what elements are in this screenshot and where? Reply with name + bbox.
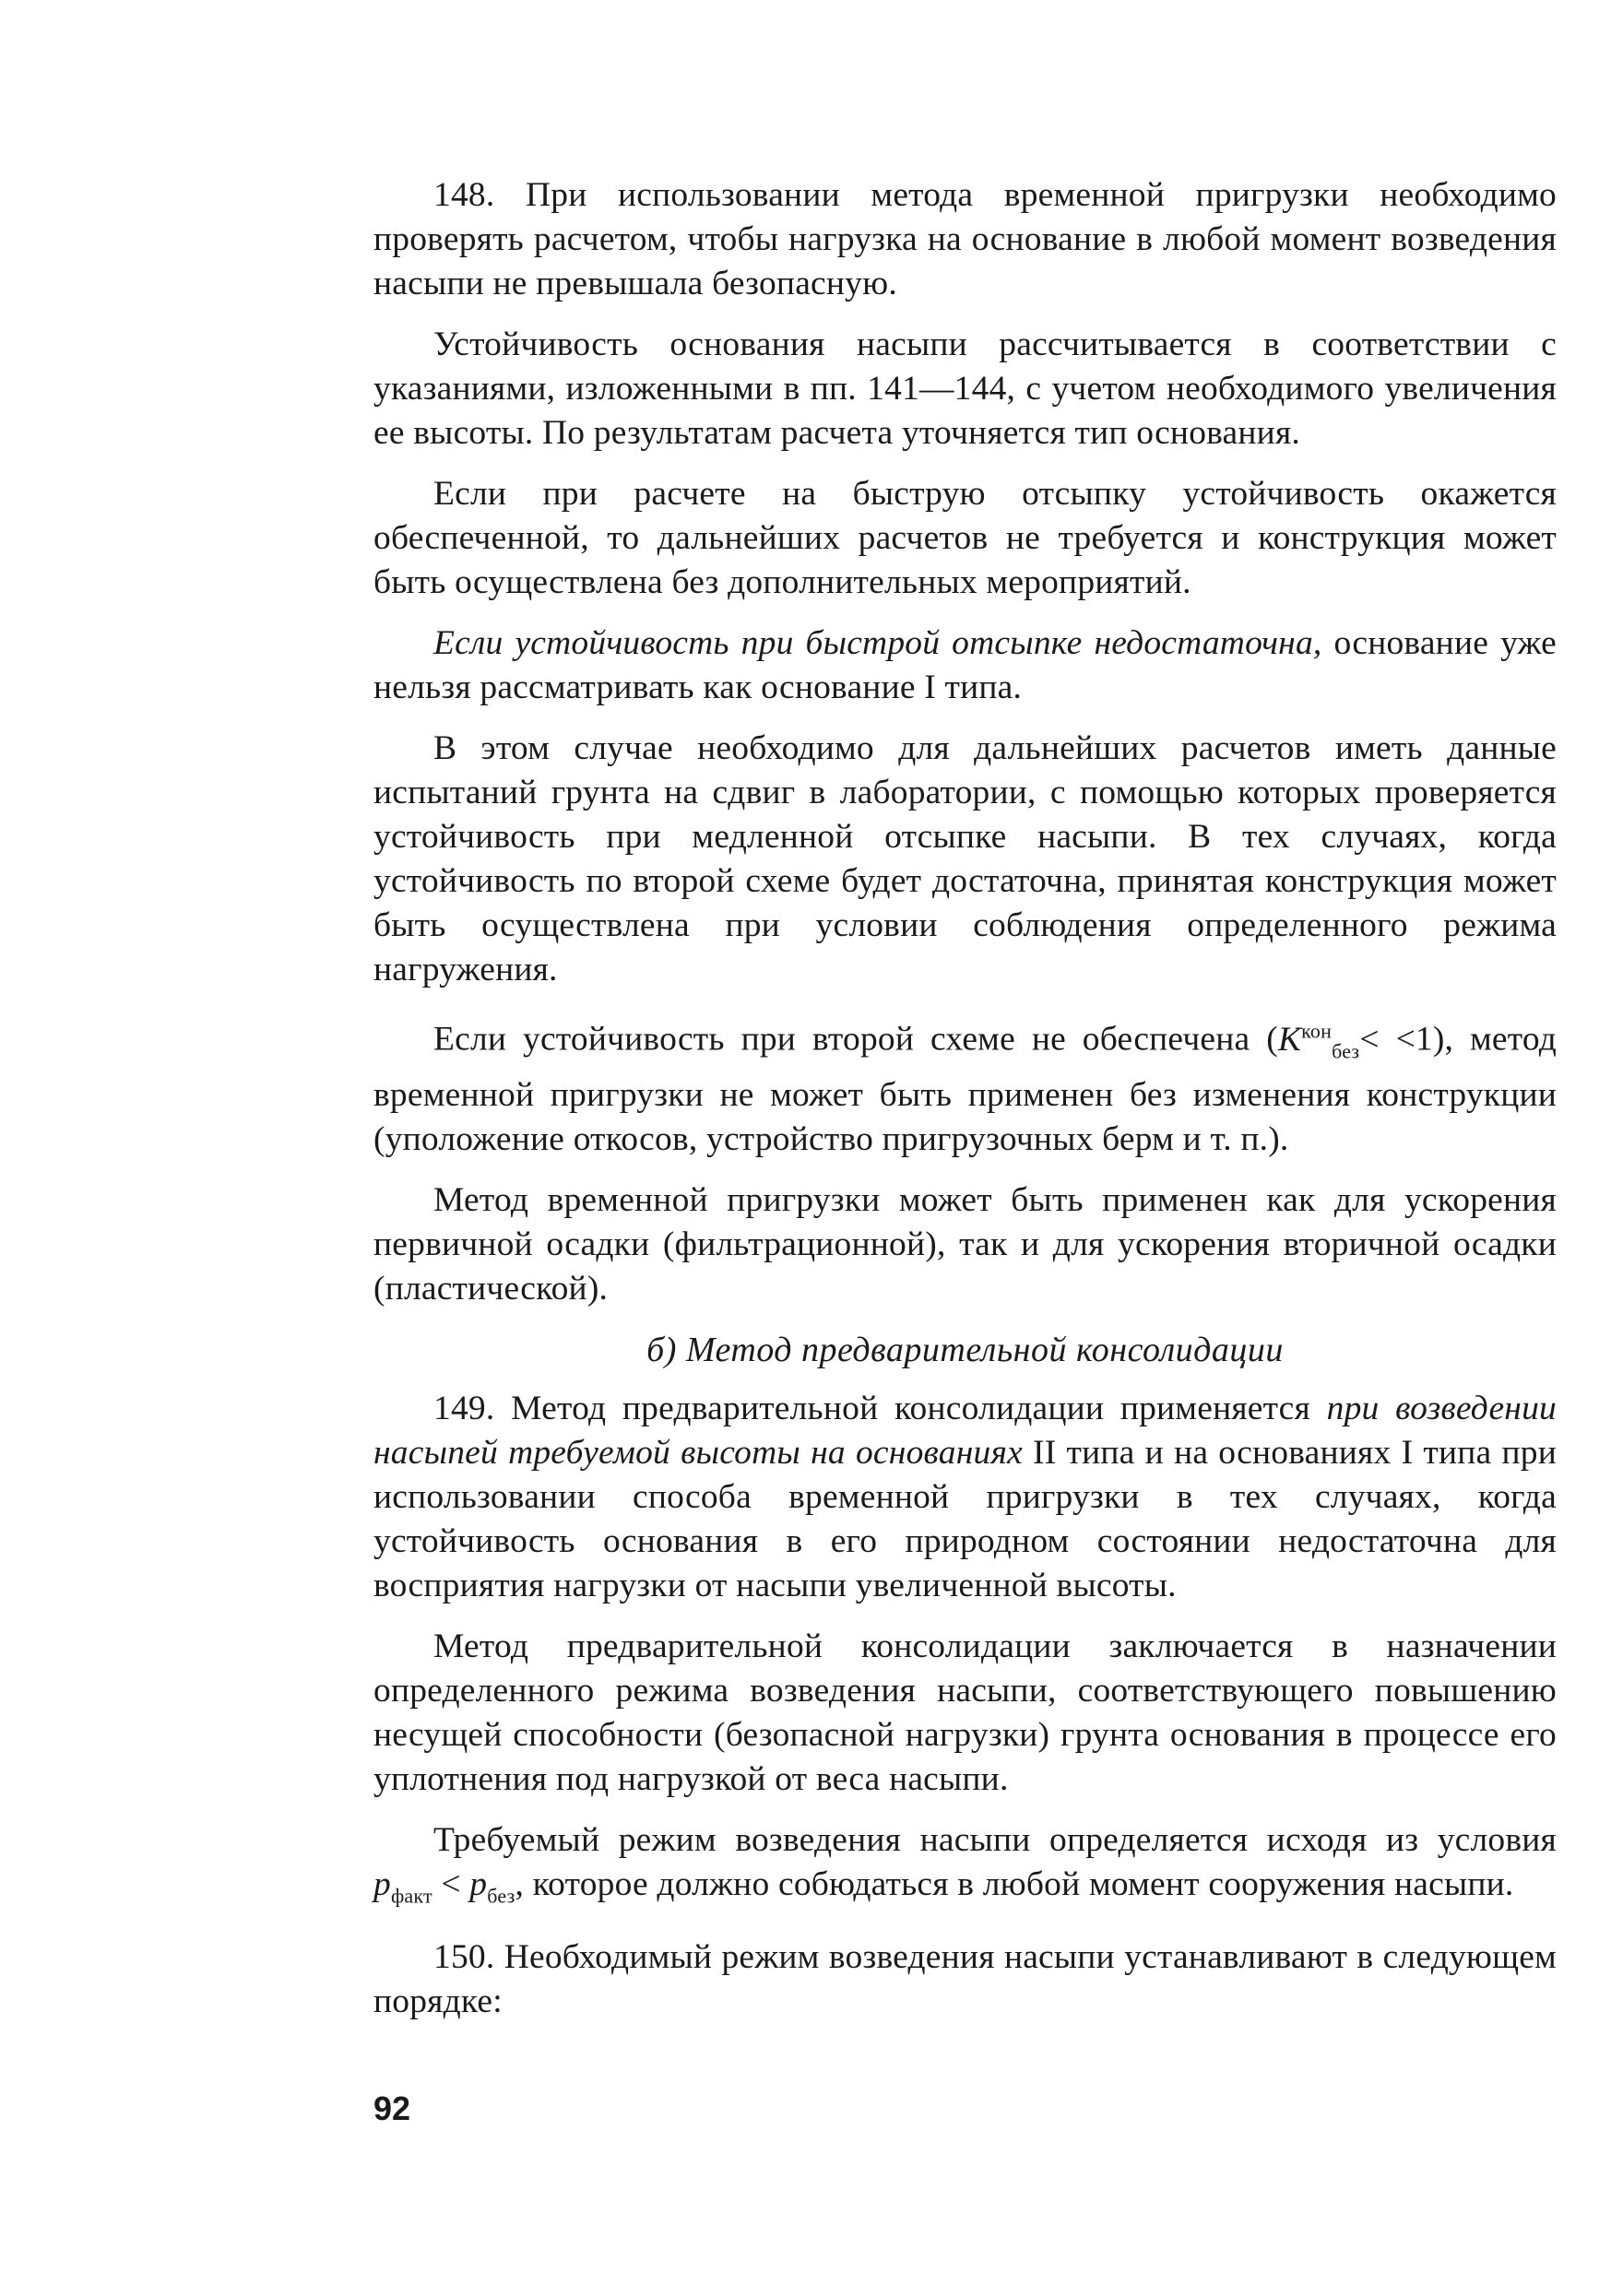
paragraph-text: Требуемый режим возведения насыпи определяется исходя из условия xyxy=(433,1821,1557,1859)
paragraph-text: Если при расчете на быструю отсыпку устойчивость окажется обеспеченной, то дальнейших расчетов не требуется и конструкция может быть осуществлена без дополнительных мероприятий. xyxy=(373,475,1557,601)
paragraph-text: основание уже нельзя рассматривать как основание I типа. xyxy=(373,624,1557,706)
paragraph-text: Метод временной пригрузки может быть применен как для ускорения первичной осадки (фильтрационной), так и для ускорения вторичной осадки (пластической). xyxy=(373,1181,1557,1308)
paragraph-text: 150. Необходимый режим возведения насыпи устанавливают в следующем порядке: xyxy=(373,1937,1557,2020)
paragraph-text: В этом случае необходимо для дальнейших расчетов иметь данные испытаний грунта на сдвиг в лаборатории, с помощью которых проверяется устойчивость при медленной отсыпке насыпи. В тех случаях, когда устойчивость по второй схеме будет достаточна, принятая конструкция может быть осуществлена при условии соблюдения определенного режима нагружения. xyxy=(373,729,1557,988)
load-condition-formula xyxy=(373,1865,515,1908)
paragraph-text: 149. Метод предварительной консолидации применяется xyxy=(433,1390,1327,1427)
text-column xyxy=(373,173,1557,2041)
paragraph-text: II типа и на основаниях I типа при использовании способа временной пригрузки в тех случаях, когда устойчивость основания в его природном состоянии недостаточна для восприятия нагрузки от насыпи увеличенной высоты. xyxy=(373,1434,1557,1604)
paragraph-stability-calc xyxy=(373,323,1557,456)
paragraph-149 xyxy=(373,1387,1557,1608)
formula-subscript: без xyxy=(487,1884,515,1908)
paragraph-text: <1), метод временной пригрузки не может быть применен без изменения конструкции (уположение откосов, устройство пригрузочных берм и т. п.). xyxy=(373,1020,1558,1158)
paragraph-150 xyxy=(373,1935,1557,2024)
italic-text: при возведении насыпей требуемой высоты на основаниях xyxy=(373,1390,1557,1472)
paragraph-text: Метод предварительной консолидации заключается в назначении определенного режима возведения насыпи, соответствующего повышению несущей способности (безопасной нагрузки) грунта основания в процессе его уплотнения под нагрузкой от веса насыпи. xyxy=(373,1627,1557,1798)
formula-symbol-k: K xyxy=(1277,1020,1302,1059)
formula-superscript: кон xyxy=(1301,1019,1333,1042)
formula-symbol-p-safe: p xyxy=(469,1865,488,1903)
paragraph-second-scheme xyxy=(373,1009,1557,1162)
paragraph-text: 148. При использовании метода временной пригрузки необходимо проверять расчетом, чтобы нагрузка на основание в любой момент возведения насыпи не превышала безопасную. xyxy=(373,176,1557,302)
paragraph-preconsolidation xyxy=(373,1625,1557,1802)
paragraph-148-intro xyxy=(373,173,1557,306)
paragraph-text: Если устойчивость при второй схеме не обеспечена ( xyxy=(433,1020,1278,1059)
paragraph-lab-tests xyxy=(373,727,1557,992)
paragraph-required-mode xyxy=(373,1818,1557,1919)
section-subheading: б) Метод предварительной консолидации xyxy=(646,1331,1284,1369)
paragraph-temporary-surcharge xyxy=(373,1178,1557,1311)
paragraph-fast-fill-ok xyxy=(373,472,1557,605)
formula-subscript: факт xyxy=(390,1884,432,1908)
paragraph-fast-fill-insufficient xyxy=(373,621,1557,710)
stability-coefficient-formula xyxy=(1277,1019,1380,1062)
italic-text: Если устойчивость при быстрой отсыпке недостаточна, xyxy=(433,624,1322,662)
page-number: 92 xyxy=(373,2089,411,2127)
formula-less-than: < xyxy=(1359,1020,1380,1059)
paragraph-text: Устойчивость основания насыпи рассчитывается в соответствии с указаниями, изложенными в пп. 141—144, с учетом необходимого увеличения ее высоты. По результатам расчета уточняется тип основания. xyxy=(373,325,1557,452)
formula-less-than: < xyxy=(432,1865,470,1903)
formula-subscript: без xyxy=(1332,1039,1360,1062)
formula-symbol-p-fact: p xyxy=(373,1865,391,1903)
paragraph-text: , которое должно собюдаться в любой момент сооружения насыпи. xyxy=(515,1865,1514,1903)
